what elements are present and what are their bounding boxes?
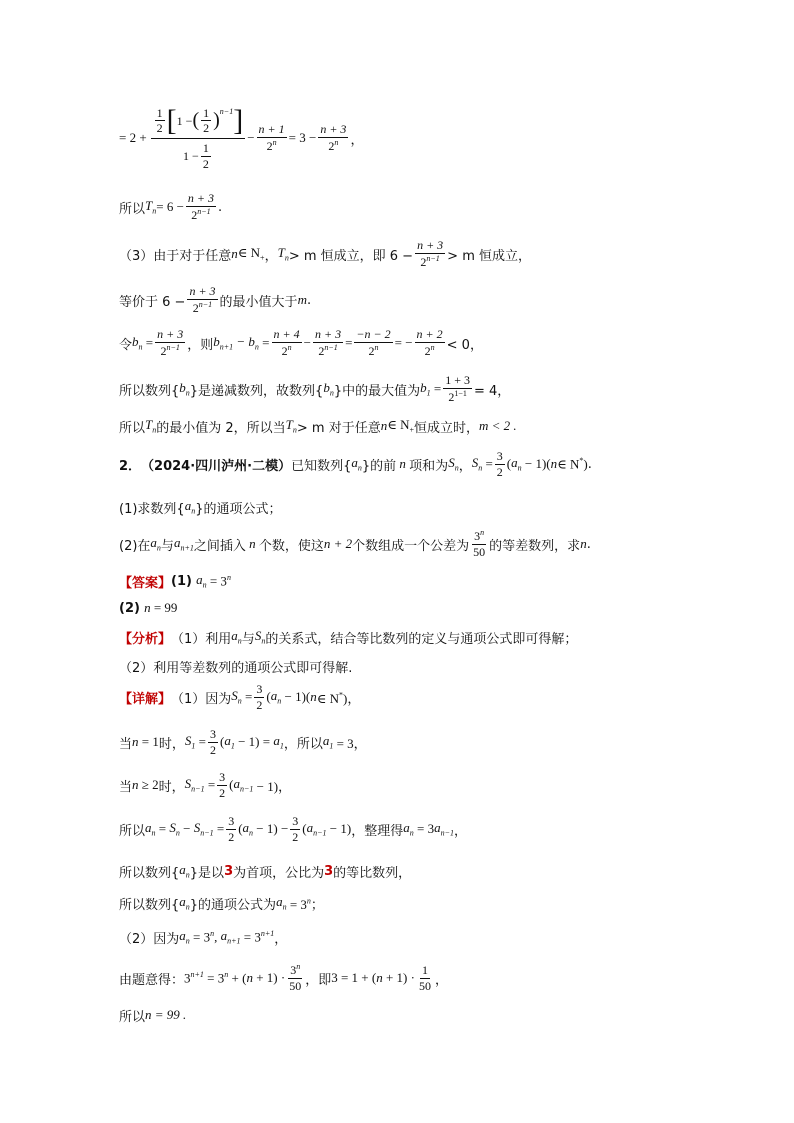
answer-line-2: (2) n = 99: [119, 600, 178, 616]
subquestion-1: (1)求数列{ $a_n$ }的通项公式；: [119, 498, 282, 517]
case-n2-line: 当 n ≥ 2 时， $S_{n-1}$ = $\frac{3}{2}$ ( $a_{n-1}$ − 1)，: [119, 769, 292, 800]
equation-sum-line: = 2 + $\frac{1}{2}$ [ 1 − ( $\frac{1}{2}$ ) $^{n-1}$ ] 1 − $\frac{1}{2}$ − $\frac{n + 1}{2^n}$ = 3 − $\frac{n + 3}{2^n}$ ，: [119, 103, 364, 171]
final-line: 所以 n = 99 .: [119, 1007, 187, 1025]
detail-line-1: 【详解】 （1）因为 $S_n$ = $\frac{3}{2}$ ( $a_n$ − 1)( n ∈ N*)，: [119, 681, 361, 712]
half-fraction: $\frac{1}{2}$: [156, 105, 163, 136]
answer-line-1: 【答案】 (1) $a_n$ = $3^n$: [119, 572, 231, 591]
equivalent-line: 等价于 6 − $\frac{n + 3}{2^{n-1}}$ 的最小值大于 m .: [119, 284, 312, 315]
min-value-line: 所以 $T_n$ 的最小值为 2，所以当 $T_n$ > m 对于任意 n ∈ $N_+$ 恒成立时， m < 2 .: [119, 417, 517, 436]
tn-result-line: 所以 $T_n$ = 6 − $\frac{n + 3}{2^{n-1}}$ .: [119, 191, 223, 222]
bn-definition-line: 令 $b_n$ = $\frac{n + 3}{2^{n-1}}$ ，则 $b_{n+1} - b_n$ = $\frac{n + 4}{2^n}$ − $\frac{n + 3}{2^{n-1}}$ = $\frac{-n - 2}{2^n}$ = − $\frac{n + 2}{2^n}$ < 0，: [119, 327, 483, 358]
general-term-line: 所以数列{ $a_n$ }的通项公式为 $a_n$ = $3^n$；: [119, 894, 324, 913]
condition-line: 由题意得： $3^{n+1} = 3^n$ + ( n + 1) · $\frac{3^n}{50}$ ，即 3 = 1 + ( n + 1) · $\frac{1}{50}$ ，: [119, 962, 448, 993]
part2-intro-line: （2）因为 $a_n$ = $3^n$, $a_{n+1}$ = $3^{n+1}$ ，: [119, 928, 288, 947]
analysis-line-1: 【分析】 （1）利用 $a_n$ 与 $S_n$ 的关系式，结合等比数列的定义与通项公式即可得解；: [119, 628, 578, 647]
subquestion-2: (2)在 $a_n$ 与 $a_{n+1}$ 之间插入 n 个数，使这 n + 2 个数组成一个公差为 $\frac{3^n}{50}$ 的等差数列，求 n .: [119, 528, 591, 559]
question-2: 2． （2024·四川泸州·二模） 已知数列{ $a_n$ }的前 n 项和为 $S_n$ ， $S_n$ = $\frac{3}{2}$ ( $a_n$ − 1)( n ∈ N*) .: [119, 448, 592, 479]
recurrence-line: 所以 $a_n$ = $S_n$ − $S_{n-1}$ = $\frac{3}{2}$ ( $a_n$ − 1) − $\frac{3}{2}$ ( $a_{n-1}$ − 1) ，整理得 $a_n$ = 3 $a_{n-1}$ ，: [119, 813, 467, 844]
big-fraction: $\frac{1}{2}$ [ 1 − ( $\frac{1}{2}$ ) $^{n-1}$ ] 1 − $\frac{1}{2}$: [151, 106, 246, 170]
analysis-line-2: （2）利用等差数列的通项公式即可得解.: [119, 660, 353, 676]
part3-intro-line: （3）由于对于任意 n ∈ $N_+$ ， $T_n$ > m 恒成立，即 6 − $\frac{n + 3}{2^{n-1}}$ > m 恒成立，: [119, 238, 531, 269]
decreasing-line: 所以数列{ $b_n$ }是递减数列，故数列{ $b_n$ }中的最大值为 $b_1$ = $\frac{1 + 3}{2^{1-1}}$ = 4，: [119, 373, 511, 404]
geometric-line: 所以数列{ $a_n$ }是以 3 为首项，公比为 3 的等比数列，: [119, 862, 412, 881]
eq-prefix: = 2 +: [119, 130, 147, 145]
case-n1-line: 当 n = 1 时， $S_1$ = $\frac{3}{2}$ ( $a_1$ − 1) = $a_1$ ，所以 $a_1$ = 3，: [119, 726, 367, 757]
